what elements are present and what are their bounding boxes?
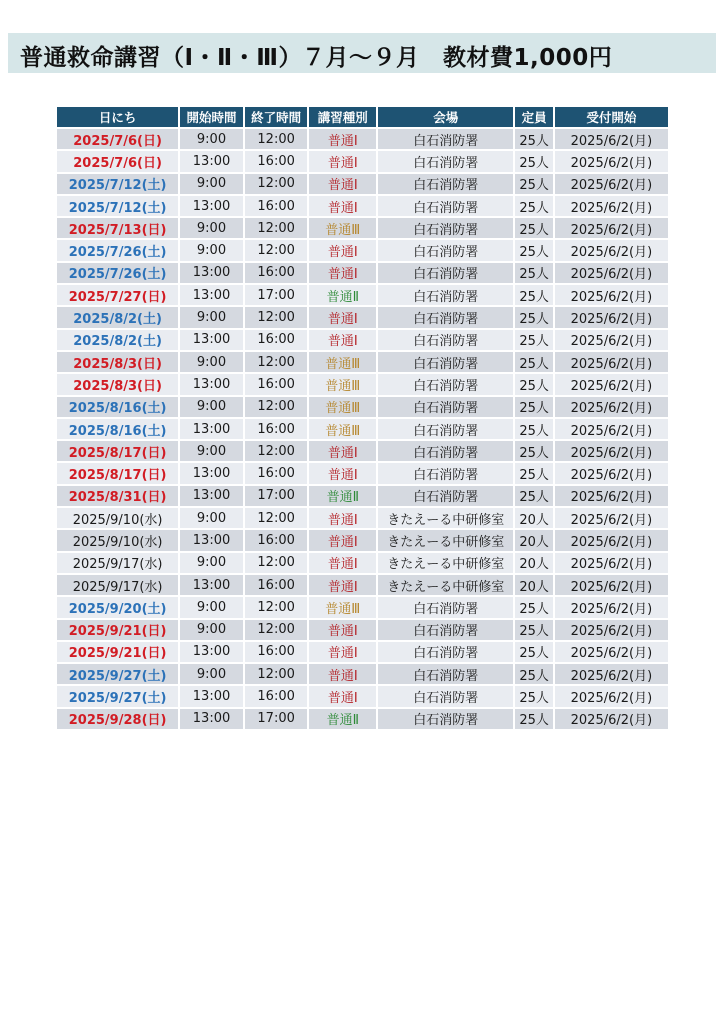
course-type-cell: 普通Ⅲ [309, 597, 376, 619]
venue-cell: 白石消防署 [378, 620, 513, 642]
course-type-cell: 普通Ⅰ [309, 307, 376, 329]
end-time-cell: 16:00 [245, 642, 308, 664]
course-type-cell: 普通Ⅲ [309, 352, 376, 374]
reception-start-cell: 2025/6/2(月) [555, 330, 668, 352]
course-type-cell: 普通Ⅰ [309, 129, 376, 151]
table-row [57, 441, 668, 463]
table-row [57, 419, 668, 441]
table-row [57, 397, 668, 419]
venue-cell: きたえーる中研修室 [378, 553, 513, 575]
end-time-cell: 16:00 [245, 263, 308, 285]
start-time-cell: 9:00 [180, 218, 243, 240]
course-type-cell: 普通Ⅰ [309, 196, 376, 218]
end-time-cell: 12:00 [245, 352, 308, 374]
page-title: 普通救命講習（Ⅰ・Ⅱ・Ⅲ）７月～９月 教材費1,000円 [20, 45, 613, 71]
capacity-cell: 25人 [515, 263, 552, 285]
date-cell: 2025/8/17(日) [57, 441, 178, 463]
date-cell: 2025/8/16(土) [57, 397, 178, 419]
table-row [57, 530, 668, 552]
start-time-cell: 13:00 [180, 709, 243, 731]
course-type-cell: 普通Ⅲ [309, 419, 376, 441]
table-row [57, 151, 668, 173]
capacity-cell: 25人 [515, 352, 552, 374]
end-time-cell: 12:00 [245, 307, 308, 329]
venue-cell: 白石消防署 [378, 397, 513, 419]
end-time-cell: 16:00 [245, 686, 308, 708]
date-cell: 2025/8/2(土) [57, 330, 178, 352]
venue-cell: 白石消防署 [378, 463, 513, 485]
header-reception-start: 受付開始 [555, 107, 668, 129]
date-cell: 2025/9/10(水) [57, 508, 178, 530]
date-cell: 2025/7/13(日) [57, 218, 178, 240]
course-type-cell: 普通Ⅰ [309, 664, 376, 686]
date-cell: 2025/9/21(日) [57, 642, 178, 664]
table-row [57, 129, 668, 151]
date-cell: 2025/9/28(日) [57, 709, 178, 731]
schedule-table [55, 107, 670, 731]
end-time-cell: 16:00 [245, 196, 308, 218]
course-type-cell: 普通Ⅲ [309, 397, 376, 419]
header-capacity: 定員 [515, 107, 552, 129]
start-time-cell: 13:00 [180, 374, 243, 396]
date-cell: 2025/7/6(日) [57, 151, 178, 173]
end-time-cell: 12:00 [245, 174, 308, 196]
end-time-cell: 12:00 [245, 397, 308, 419]
venue-cell: 白石消防署 [378, 419, 513, 441]
capacity-cell: 25人 [515, 196, 552, 218]
date-cell: 2025/7/6(日) [57, 129, 178, 151]
capacity-cell: 25人 [515, 307, 552, 329]
date-cell: 2025/9/27(土) [57, 664, 178, 686]
end-time-cell: 16:00 [245, 330, 308, 352]
reception-start-cell: 2025/6/2(月) [555, 686, 668, 708]
date-cell: 2025/8/3(日) [57, 352, 178, 374]
table-row [57, 218, 668, 240]
capacity-cell: 25人 [515, 686, 552, 708]
date-cell: 2025/8/2(土) [57, 307, 178, 329]
table-row [57, 508, 668, 530]
venue-cell: 白石消防署 [378, 486, 513, 508]
reception-start-cell: 2025/6/2(月) [555, 397, 668, 419]
end-time-cell: 16:00 [245, 530, 308, 552]
date-cell: 2025/8/3(日) [57, 374, 178, 396]
venue-cell: 白石消防署 [378, 218, 513, 240]
date-cell: 2025/9/20(土) [57, 597, 178, 619]
course-type-cell: 普通Ⅱ [309, 709, 376, 731]
capacity-cell: 25人 [515, 642, 552, 664]
end-time-cell: 12:00 [245, 129, 308, 151]
course-type-cell: 普通Ⅰ [309, 530, 376, 552]
table-row [57, 620, 668, 642]
capacity-cell: 25人 [515, 330, 552, 352]
table-row [57, 597, 668, 619]
reception-start-cell: 2025/6/2(月) [555, 307, 668, 329]
schedule-body [57, 129, 668, 731]
reception-start-cell: 2025/6/2(月) [555, 441, 668, 463]
start-time-cell: 13:00 [180, 330, 243, 352]
start-time-cell: 9:00 [180, 174, 243, 196]
venue-cell: 白石消防署 [378, 352, 513, 374]
table-row [57, 307, 668, 329]
venue-cell: 白石消防署 [378, 240, 513, 262]
start-time-cell: 13:00 [180, 486, 243, 508]
start-time-cell: 13:00 [180, 463, 243, 485]
course-type-cell: 普通Ⅰ [309, 330, 376, 352]
end-time-cell: 12:00 [245, 240, 308, 262]
date-cell: 2025/8/17(日) [57, 463, 178, 485]
start-time-cell: 13:00 [180, 419, 243, 441]
end-time-cell: 16:00 [245, 419, 308, 441]
venue-cell: 白石消防署 [378, 263, 513, 285]
date-cell: 2025/7/12(土) [57, 196, 178, 218]
capacity-cell: 25人 [515, 397, 552, 419]
reception-start-cell: 2025/6/2(月) [555, 486, 668, 508]
table-row [57, 196, 668, 218]
date-cell: 2025/8/16(土) [57, 419, 178, 441]
course-type-cell: 普通Ⅰ [309, 575, 376, 597]
table-row [57, 486, 668, 508]
header-start-time: 開始時間 [180, 107, 243, 129]
header-end-time: 終了時間 [245, 107, 308, 129]
course-type-cell: 普通Ⅰ [309, 151, 376, 173]
end-time-cell: 16:00 [245, 575, 308, 597]
table-row [57, 686, 668, 708]
start-time-cell: 9:00 [180, 508, 243, 530]
date-cell: 2025/9/21(日) [57, 620, 178, 642]
end-time-cell: 12:00 [245, 441, 308, 463]
end-time-cell: 12:00 [245, 218, 308, 240]
reception-start-cell: 2025/6/2(月) [555, 263, 668, 285]
start-time-cell: 9:00 [180, 352, 243, 374]
course-type-cell: 普通Ⅰ [309, 240, 376, 262]
start-time-cell: 9:00 [180, 553, 243, 575]
course-type-cell: 普通Ⅰ [309, 686, 376, 708]
capacity-cell: 25人 [515, 218, 552, 240]
date-cell: 2025/8/31(日) [57, 486, 178, 508]
table-row [57, 575, 668, 597]
capacity-cell: 25人 [515, 129, 552, 151]
venue-cell: 白石消防署 [378, 196, 513, 218]
end-time-cell: 17:00 [245, 285, 308, 307]
venue-cell: 白石消防署 [378, 709, 513, 731]
reception-start-cell: 2025/6/2(月) [555, 352, 668, 374]
table-row [57, 240, 668, 262]
start-time-cell: 13:00 [180, 285, 243, 307]
capacity-cell: 20人 [515, 508, 552, 530]
reception-start-cell: 2025/6/2(月) [555, 530, 668, 552]
reception-start-cell: 2025/6/2(月) [555, 642, 668, 664]
table-row [57, 330, 668, 352]
table-row [57, 642, 668, 664]
end-time-cell: 12:00 [245, 553, 308, 575]
venue-cell: 白石消防署 [378, 330, 513, 352]
venue-cell: きたえーる中研修室 [378, 575, 513, 597]
start-time-cell: 13:00 [180, 642, 243, 664]
start-time-cell: 9:00 [180, 129, 243, 151]
course-type-cell: 普通Ⅰ [309, 263, 376, 285]
table-row [57, 553, 668, 575]
venue-cell: 白石消防署 [378, 129, 513, 151]
capacity-cell: 25人 [515, 664, 552, 686]
course-type-cell: 普通Ⅰ [309, 620, 376, 642]
start-time-cell: 9:00 [180, 307, 243, 329]
start-time-cell: 13:00 [180, 575, 243, 597]
course-type-cell: 普通Ⅰ [309, 463, 376, 485]
capacity-cell: 25人 [515, 486, 552, 508]
end-time-cell: 12:00 [245, 508, 308, 530]
course-type-cell: 普通Ⅰ [309, 441, 376, 463]
start-time-cell: 9:00 [180, 397, 243, 419]
end-time-cell: 17:00 [245, 486, 308, 508]
capacity-cell: 25人 [515, 441, 552, 463]
reception-start-cell: 2025/6/2(月) [555, 709, 668, 731]
start-time-cell: 9:00 [180, 597, 243, 619]
venue-cell: 白石消防署 [378, 151, 513, 173]
end-time-cell: 16:00 [245, 374, 308, 396]
start-time-cell: 13:00 [180, 530, 243, 552]
venue-cell: 白石消防署 [378, 597, 513, 619]
venue-cell: 白石消防署 [378, 307, 513, 329]
capacity-cell: 20人 [515, 575, 552, 597]
start-time-cell: 9:00 [180, 441, 243, 463]
venue-cell: 白石消防署 [378, 686, 513, 708]
end-time-cell: 17:00 [245, 709, 308, 731]
capacity-cell: 20人 [515, 553, 552, 575]
start-time-cell: 9:00 [180, 620, 243, 642]
course-type-cell: 普通Ⅱ [309, 285, 376, 307]
end-time-cell: 12:00 [245, 620, 308, 642]
course-type-cell: 普通Ⅰ [309, 508, 376, 530]
start-time-cell: 9:00 [180, 664, 243, 686]
reception-start-cell: 2025/6/2(月) [555, 174, 668, 196]
table-row [57, 664, 668, 686]
reception-start-cell: 2025/6/2(月) [555, 151, 668, 173]
date-cell: 2025/9/17(水) [57, 575, 178, 597]
venue-cell: 白石消防署 [378, 441, 513, 463]
reception-start-cell: 2025/6/2(月) [555, 597, 668, 619]
table-row [57, 263, 668, 285]
capacity-cell: 25人 [515, 597, 552, 619]
reception-start-cell: 2025/6/2(月) [555, 374, 668, 396]
start-time-cell: 9:00 [180, 240, 243, 262]
reception-start-cell: 2025/6/2(月) [555, 664, 668, 686]
capacity-cell: 25人 [515, 151, 552, 173]
date-cell: 2025/7/26(土) [57, 240, 178, 262]
course-type-cell: 普通Ⅰ [309, 174, 376, 196]
capacity-cell: 25人 [515, 709, 552, 731]
course-type-cell: 普通Ⅱ [309, 486, 376, 508]
end-time-cell: 16:00 [245, 151, 308, 173]
table-row [57, 463, 668, 485]
capacity-cell: 25人 [515, 240, 552, 262]
reception-start-cell: 2025/6/2(月) [555, 508, 668, 530]
reception-start-cell: 2025/6/2(月) [555, 196, 668, 218]
header-row [57, 107, 668, 129]
reception-start-cell: 2025/6/2(月) [555, 620, 668, 642]
title-banner [8, 33, 716, 73]
course-type-cell: 普通Ⅰ [309, 642, 376, 664]
date-cell: 2025/9/10(水) [57, 530, 178, 552]
date-cell: 2025/9/17(水) [57, 553, 178, 575]
reception-start-cell: 2025/6/2(月) [555, 218, 668, 240]
start-time-cell: 13:00 [180, 196, 243, 218]
start-time-cell: 13:00 [180, 686, 243, 708]
course-type-cell: 普通Ⅰ [309, 553, 376, 575]
capacity-cell: 20人 [515, 530, 552, 552]
capacity-cell: 25人 [515, 374, 552, 396]
venue-cell: 白石消防署 [378, 374, 513, 396]
capacity-cell: 25人 [515, 285, 552, 307]
table-row [57, 352, 668, 374]
venue-cell: きたえーる中研修室 [378, 530, 513, 552]
start-time-cell: 13:00 [180, 263, 243, 285]
reception-start-cell: 2025/6/2(月) [555, 240, 668, 262]
date-cell: 2025/7/12(土) [57, 174, 178, 196]
course-type-cell: 普通Ⅲ [309, 218, 376, 240]
table-row [57, 374, 668, 396]
venue-cell: 白石消防署 [378, 642, 513, 664]
table-row [57, 709, 668, 731]
end-time-cell: 12:00 [245, 664, 308, 686]
reception-start-cell: 2025/6/2(月) [555, 129, 668, 151]
header-venue: 会場 [378, 107, 513, 129]
reception-start-cell: 2025/6/2(月) [555, 285, 668, 307]
date-cell: 2025/7/26(土) [57, 263, 178, 285]
course-type-cell: 普通Ⅲ [309, 374, 376, 396]
date-cell: 2025/7/27(日) [57, 285, 178, 307]
end-time-cell: 16:00 [245, 463, 308, 485]
reception-start-cell: 2025/6/2(月) [555, 553, 668, 575]
reception-start-cell: 2025/6/2(月) [555, 419, 668, 441]
venue-cell: 白石消防署 [378, 285, 513, 307]
capacity-cell: 25人 [515, 174, 552, 196]
reception-start-cell: 2025/6/2(月) [555, 463, 668, 485]
venue-cell: 白石消防署 [378, 174, 513, 196]
venue-cell: 白石消防署 [378, 664, 513, 686]
reception-start-cell: 2025/6/2(月) [555, 575, 668, 597]
header-course-type: 講習種別 [309, 107, 376, 129]
start-time-cell: 13:00 [180, 151, 243, 173]
table-row [57, 285, 668, 307]
end-time-cell: 12:00 [245, 597, 308, 619]
venue-cell: きたえーる中研修室 [378, 508, 513, 530]
date-cell: 2025/9/27(土) [57, 686, 178, 708]
capacity-cell: 25人 [515, 463, 552, 485]
header-date: 日にち [57, 107, 178, 129]
table-row [57, 174, 668, 196]
capacity-cell: 25人 [515, 419, 552, 441]
capacity-cell: 25人 [515, 620, 552, 642]
